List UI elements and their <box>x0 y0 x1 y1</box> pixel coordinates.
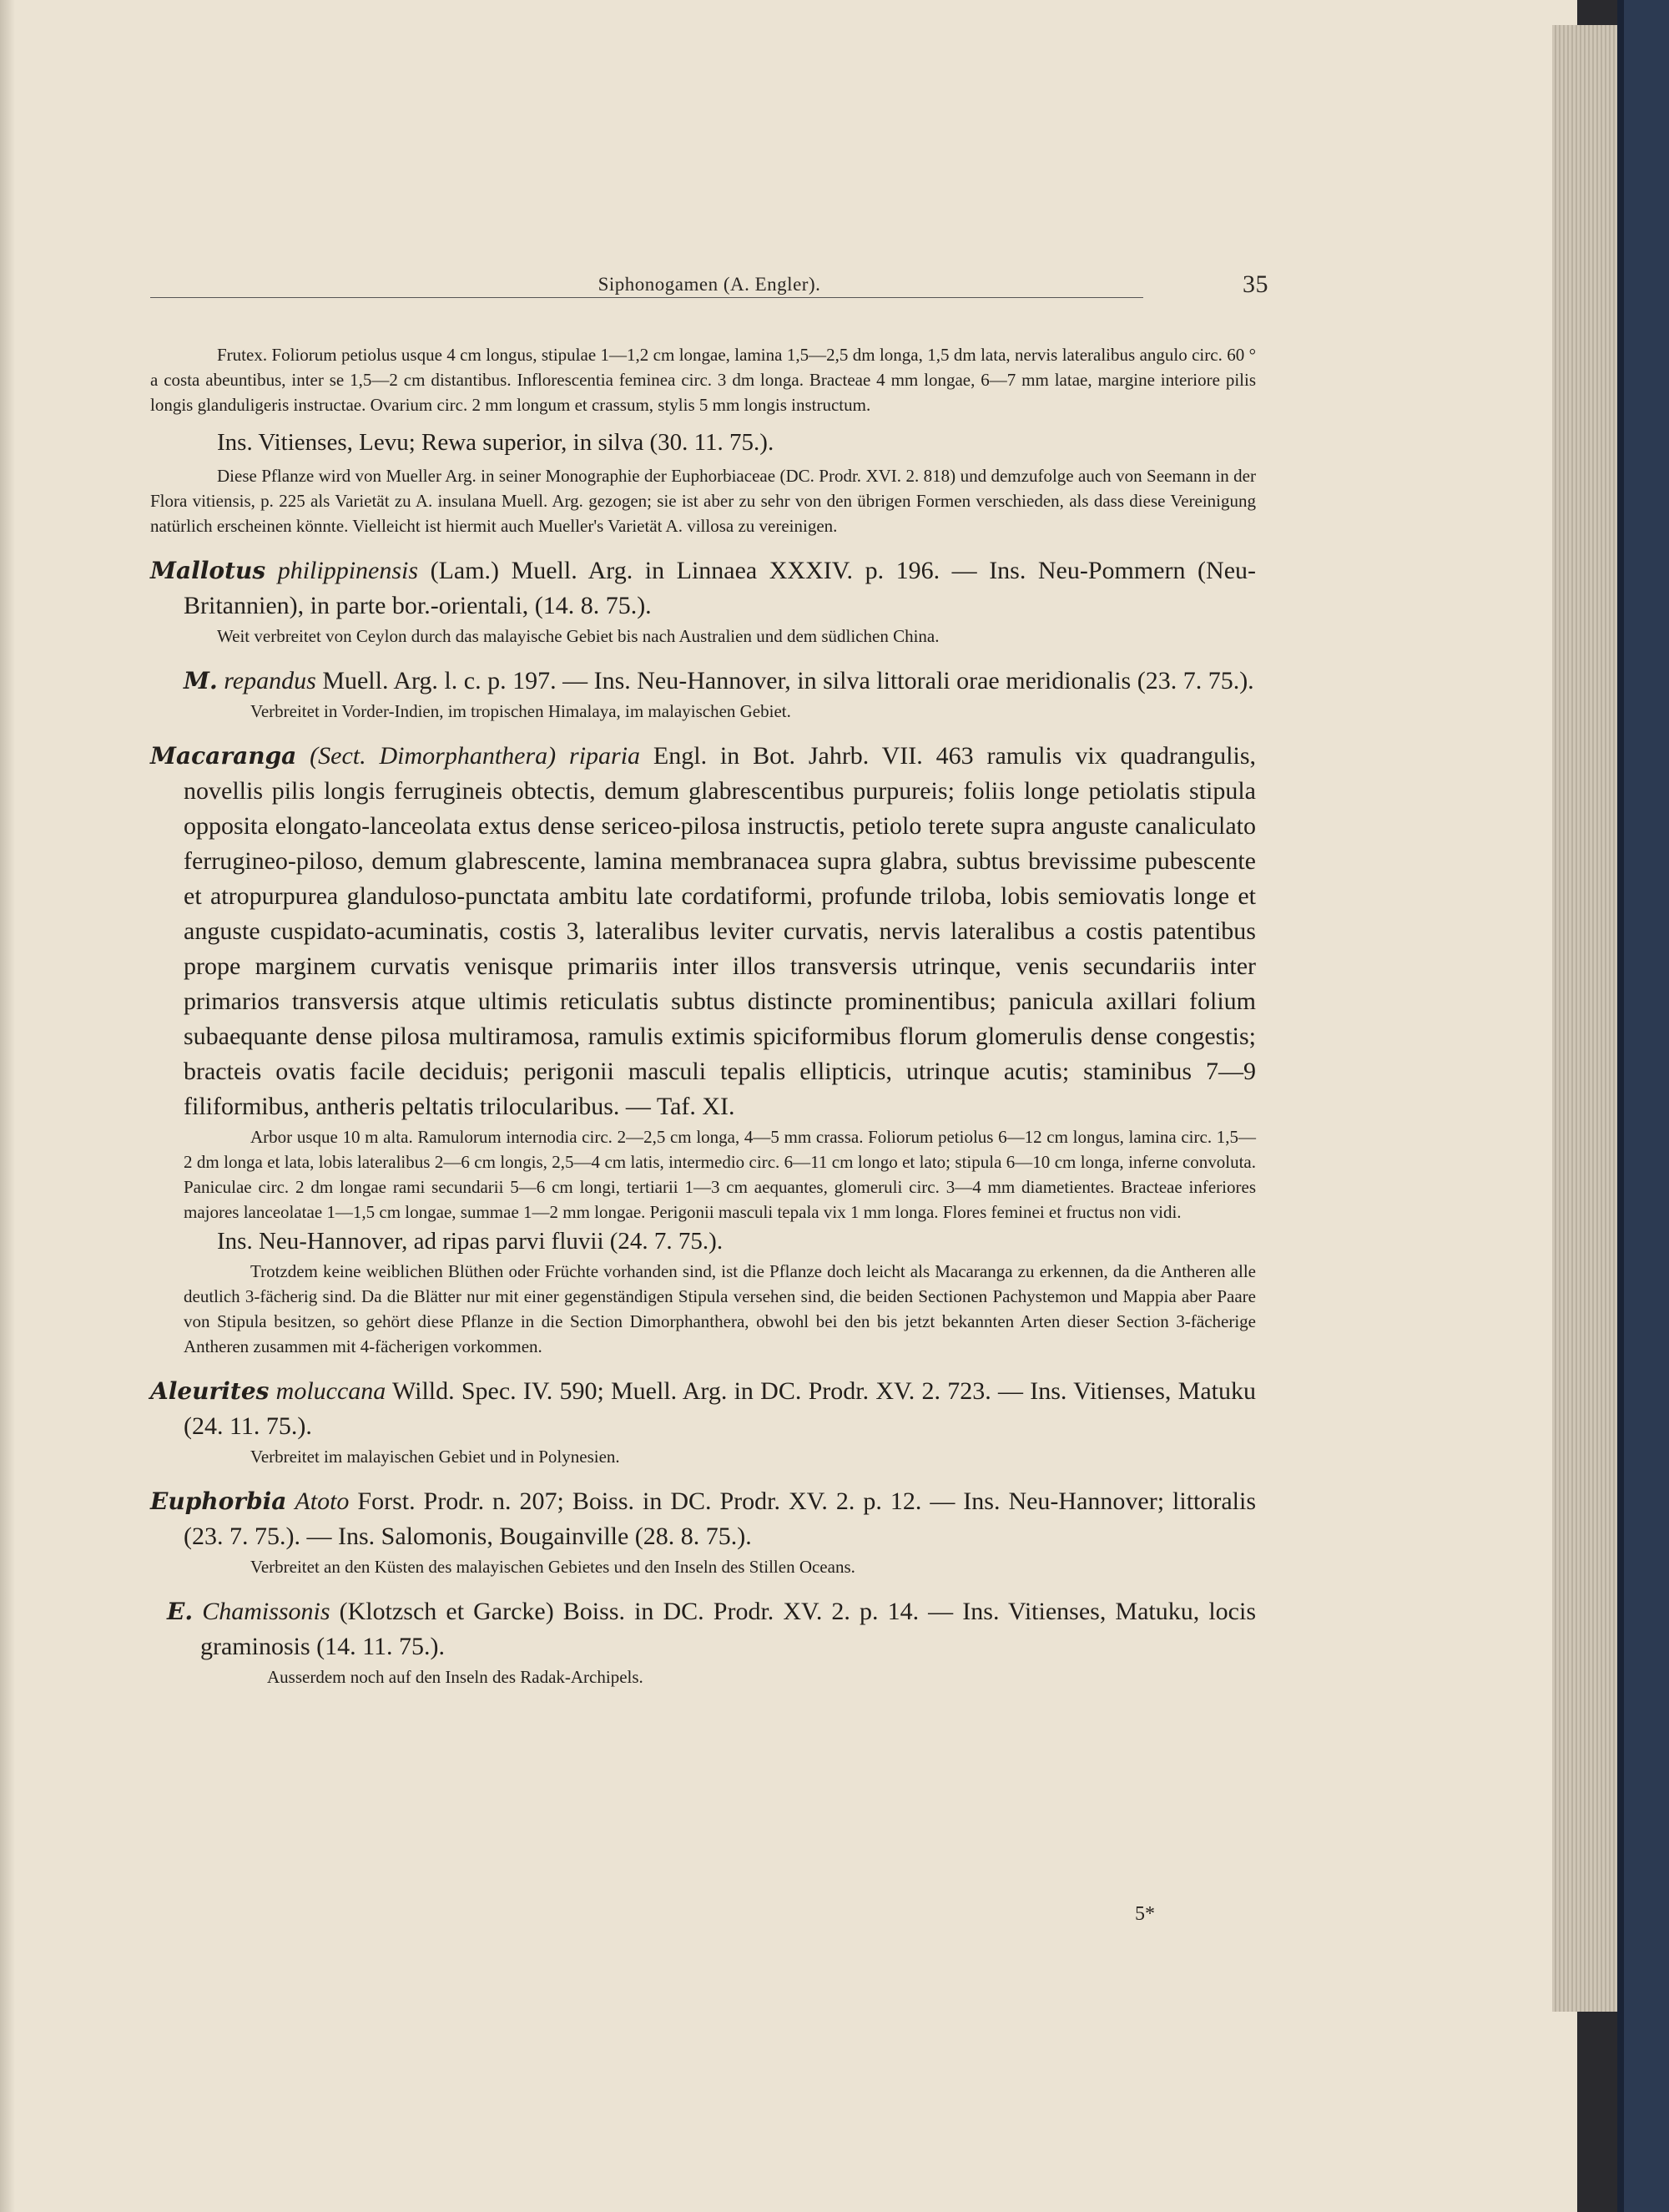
species-name: Atoto <box>295 1487 350 1515</box>
locality: Ins. Vitienses, Levu; Rewa superior, in silva (30. 11. 75.). <box>217 429 774 456</box>
genus-name: Aleurites <box>150 1377 270 1405</box>
running-title: Siphonogamen (A. Engler). <box>598 274 821 295</box>
entry-note: Ausserdem noch auf den Inseln des Radak-Archipels. <box>267 1667 643 1687</box>
species-name: riparia <box>569 742 641 770</box>
entry-note: Verbreitet in Vorder-Indien, im tropischen Himalaya, im malayischen Gebiet. <box>250 701 791 721</box>
entry-text: Forst. Prodr. n. 207; Boiss. in DC. Prodr. XV. 2. p. 12. — Ins. Neu-Hannover; littoralis (23. 7. 75.). — Ins. Salomonis, Bougainville (28. 8. 75.). <box>184 1487 1257 1550</box>
entry-repandus <box>150 664 1256 724</box>
genus-name: Macaranga <box>150 742 297 770</box>
book-cover <box>1617 0 1669 2212</box>
genus-name: M. <box>184 667 218 694</box>
genus-name: Mallotus <box>150 557 266 584</box>
section-name: (Sect. Dimorphanthera) <box>310 742 557 770</box>
entry-euphorbia <box>150 1484 1256 1579</box>
entry-macaranga <box>150 739 1256 1359</box>
page-edges <box>1552 25 1622 2012</box>
genus-name: Euphorbia <box>150 1487 287 1515</box>
entry-mallotus <box>150 553 1256 649</box>
entry-text: (Lam.) Muell. Arg. in Linnaea XXXIV. p. 196. — Ins. Neu-Pommern (Neu-Britannien), in parte bor.-orientali, (14. 8. 75.). <box>184 557 1257 619</box>
entry-note: Weit verbreitet von Ceylon durch das malayische Gebiet bis nach Australien und dem südlichen China. <box>217 626 940 646</box>
entry-text: Willd. Spec. IV. 590; Muell. Arg. in DC. Prodr. XV. 2. 723. — Ins. Vitienses, Matuku (24. 11. 75.). <box>184 1377 1256 1440</box>
genus-name: E. <box>167 1598 194 1625</box>
page-number: 35 <box>1243 270 1268 298</box>
header-rule <box>150 297 1143 298</box>
entry-chamissonis <box>150 1594 1256 1689</box>
entry-text: (Klotzsch et Garcke) Boiss. in DC. Prodr. XV. 2. p. 14. — Ins. Vitienses, Matuku, locis graminosis (14. 11. 75.). <box>200 1598 1257 1660</box>
species-name: moluccana <box>275 1377 386 1405</box>
species-name: Chamissonis <box>202 1598 330 1625</box>
entry-aleurites <box>150 1374 1256 1469</box>
entry-note: Verbreitet an den Küsten des malayischen Gebietes und den Inseln des Stillen Oceans. <box>250 1557 855 1577</box>
entry-note: Verbreitet im malayischen Gebiet und in Polynesien. <box>250 1447 620 1467</box>
entry-text: Engl. in Bot. Jahrb. VII. 463 ramulis vix quadrangulis, novellis pilis longis ferrugineis obtectis, demum glabrescentibus purpureis; foliis longe petiolatis stipula opposita elongato-lanceolata extus dense sericeo-pilosa instructis, petiolo terete supra anguste canaliculato ferrugineo-piloso, demum glabrescente, lamina membranacea supra glabra, subtus brevissime pubescente et atropurpurea glanduloso-punctata ambitu late cordatiformi, profunde triloba, lobis semiovatis longe et anguste cuspidato-acuminatis, costis 3, lateralibus leviter curvatis, nervis lateralibus a costis patentibus prope marginem curvatis venisque primariis inter illos transversis utrinque, venis secundariis inter primarios transversis atque ultimis reticulatis subtus distincte prominentibus; panicula axillari folium subaequante dense pilosa multiramosa, ramulis extimis spiciformibus florum glomerulis dense congestis; bracteis ovatis facile deciduis; perigonii masculi tepalis ellipticis, utrinque acutis; staminibus 7—9 filiformibus, antheris peltatis trilocularibus. — Taf. XI. <box>184 742 1256 1120</box>
page-body <box>150 342 1256 1689</box>
species-name: philippinensis <box>277 557 419 584</box>
entry-text: Muell. Arg. l. c. p. 197. — Ins. Neu-Hannover, in silva littorali orae meridionalis (23. 7. 75.). <box>322 667 1254 694</box>
description-paragraph: Frutex. Foliorum petiolus usque 4 cm longus, stipulae 1—1,2 cm longae, lamina 1,5—2,5 dm longa, 1,5 dm lata, nervis lateralibus angulo circ. 60 ° a costa abeuntibus, inter se 1,5—2 cm distantibus. Inflorescentia feminea circ. 3 dm longa. Bracteae 4 mm longae, 6—7 mm latae, margine interiore pilis longis glanduligeris instructae. Ovarium circ. 2 mm longum et crassum, stylis 5 mm longis instructum. <box>150 345 1256 415</box>
entry-locality: Ins. Neu-Hannover, ad ripas parvi fluvii (24. 7. 75.). <box>217 1228 724 1255</box>
entry-description: Arbor usque 10 m alta. Ramulorum internodia circ. 2—2,5 cm longa, 4—5 mm crassa. Foliorum petiolus 6—12 cm longus, lamina circ. 1,5—2 dm longa et lata, lobis lateralibus 2—6 cm longis, 2,5—4 cm latis, intermedio circ. 6—11 cm longo et lato; stipula 6—10 cm longa, inferne convoluta. Paniculae circ. 2 dm longae rami secundarii 5—6 cm longi, tertiarii 1—3 cm aequantes, glomeruli circ. 3—4 mm diametientes. Bracteae inferiores majores lanceolatae 1—1,5 cm longae, summae 1—2 mm longae. Perigonii masculi tepala vix 1 mm longa. Flores feminei et fructus non vidi. <box>184 1127 1256 1222</box>
entry-note: Trotzdem keine weiblichen Blüthen oder Früchte vorhanden sind, ist die Pflanze doch leicht als Macaranga zu erkennen, da die Antheren alle deutlich 3-fächerig sind. Da die Blätter nur mit einer gegenständigen Stipula versehen sind, die beiden Sectionen Pachystemon und Mappia aber Paare von Stipula besitzen, so gehört diese Pflanze in die Section Dimorphanthera, obwohl bei den bis jetzt bekannten Arten dieser Section 3-fächerige Antheren zusammen mit 4-fächerigen vorkommen. <box>184 1261 1256 1356</box>
remark-paragraph: Diese Pflanze wird von Mueller Arg. in seiner Monographie der Euphorbiaceae (DC. Prodr. XVI. 2. 818) und demzufolge auch von Seemann in der Flora vitiensis, p. 225 als Varietät zu A. insulana Muell. Arg. gezogen; sie ist aber zu sehr von den übrigen Formen verschieden, als dass diese Vereinigung natürlich erscheinen könnte. Vielleicht ist hiermit auch Mueller's Varietät A. villosa zu vereinigen. <box>150 466 1256 536</box>
signature-mark: 5* <box>1135 1903 1155 1925</box>
species-name: repandus <box>224 667 316 694</box>
